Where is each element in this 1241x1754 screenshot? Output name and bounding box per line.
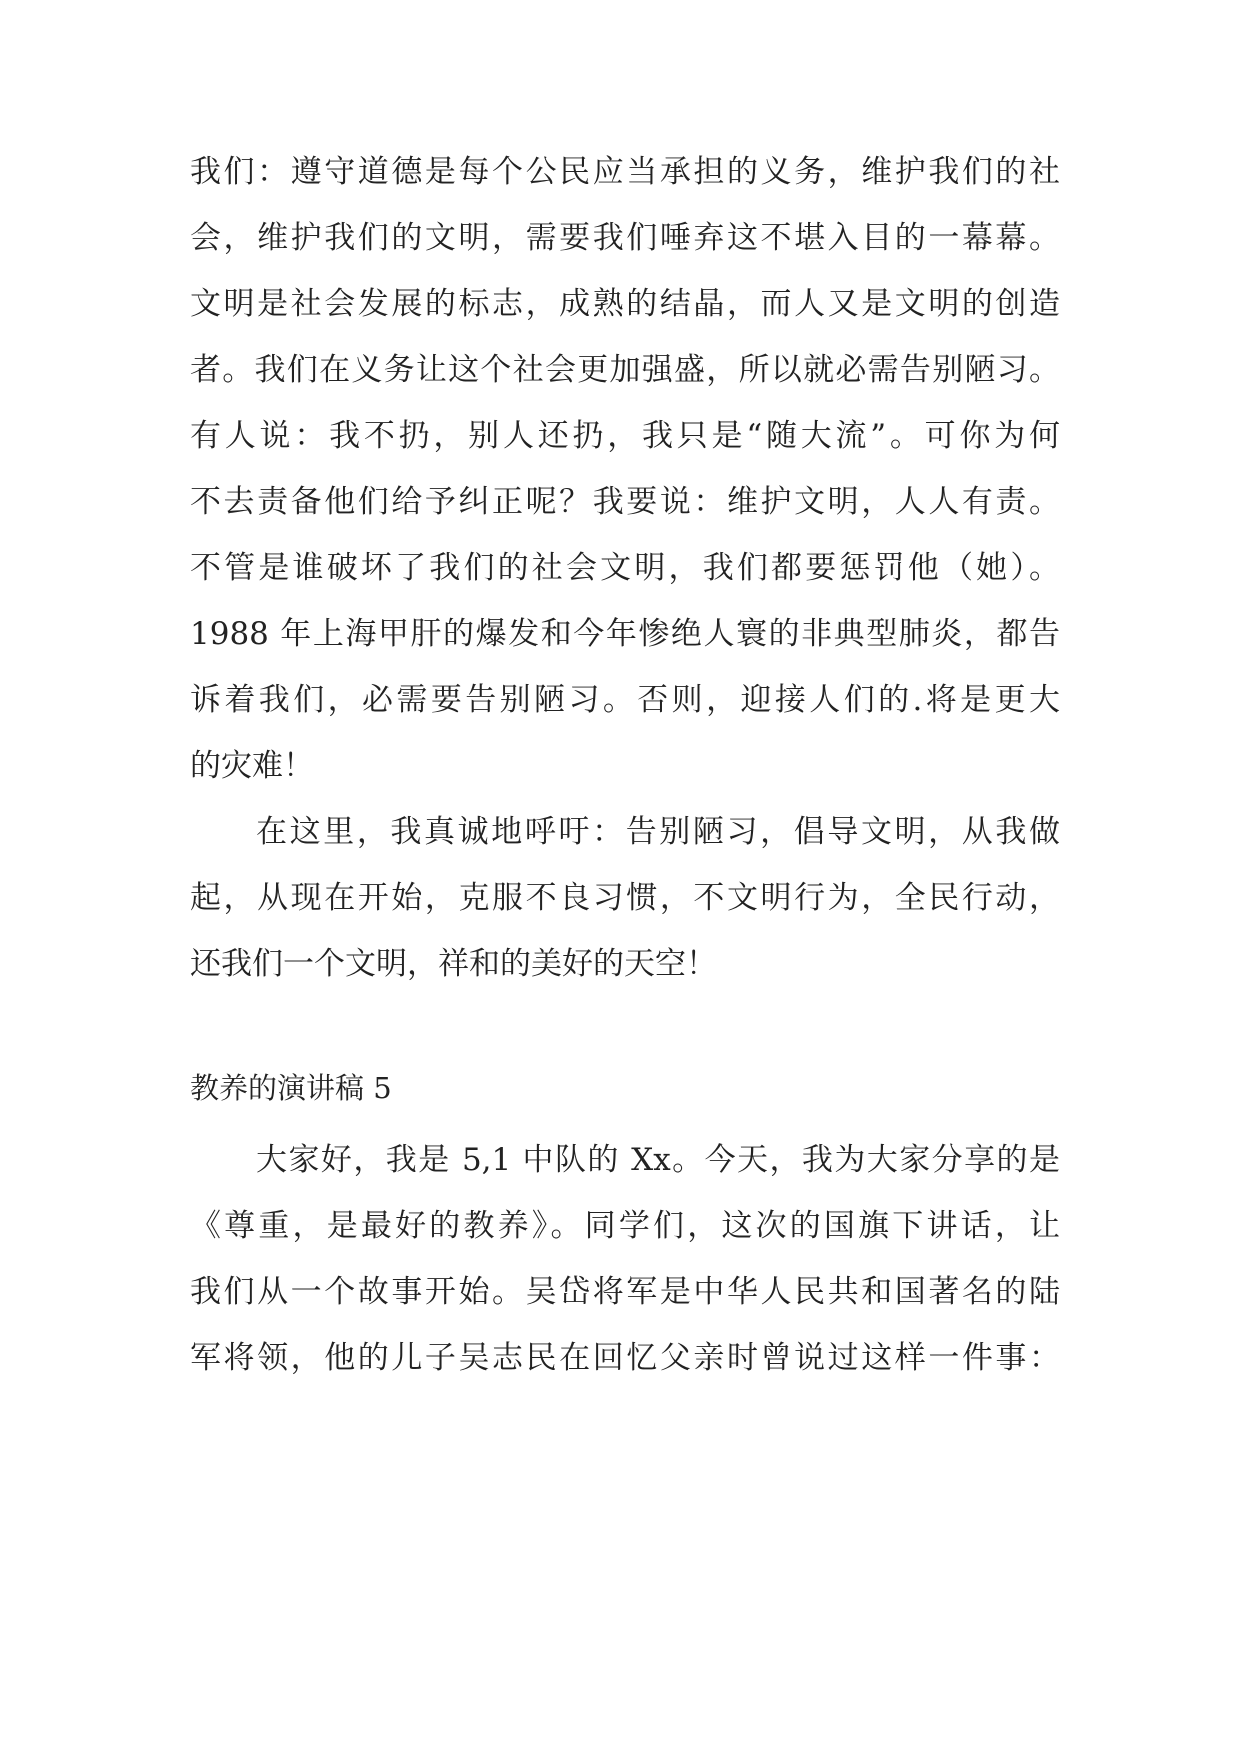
paragraph-1-line-10: 的灾难！ (190, 748, 314, 784)
paragraph-3-line-1: 大家好，我是 5,1 中队的 Xx。今天，我为大家分享的是 (256, 1142, 1060, 1178)
paragraph-1-line-5: 有人说：我不扔，别人还扔，我只是“随大流”。可你为何 (190, 418, 1060, 454)
paragraph-3-line-3: 我们从一个故事开始。吴岱将军是中华人民共和国著名的陆 (190, 1274, 1060, 1310)
paragraph-1-line-1: 我们：遵守道德是每个公民应当承担的义务，维护我们的社 (190, 154, 1060, 190)
paragraph-3-line-2: 《尊重，是最好的教养》。同学们，这次的国旗下讲话，让 (190, 1208, 1060, 1244)
section-heading: 教养的演讲稿 5 (190, 1071, 392, 1105)
paragraph-2-line-3: 还我们一个文明，祥和的美好的天空！ (190, 946, 717, 982)
paragraph-1-line-4: 者。我们在义务让这个社会更加强盛，所以就必需告别陋习。 (190, 352, 1060, 388)
paragraph-3-line-4: 军将领，他的儿子吴志民在回忆父亲时曾说过这样一件事： (190, 1340, 1060, 1376)
paragraph-2-line-2: 起，从现在开始，克服不良习惯，不文明行为，全民行动， (190, 880, 1060, 916)
paragraph-2-line-1: 在这里，我真诚地呼吁：告别陋习，倡导文明，从我做 (256, 814, 1060, 850)
paragraph-1-line-8: 1988 年上海甲肝的爆发和今年惨绝人寰的非典型肺炎，都告 (190, 616, 1060, 652)
paragraph-1-line-9: 诉着我们，必需要告别陋习。否则，迎接人们的.将是更大 (190, 682, 1060, 718)
paragraph-1-line-2: 会，维护我们的文明，需要我们唾弃这不堪入目的一幕幕。 (190, 220, 1060, 256)
paragraph-1-line-6: 不去责备他们给予纠正呢？我要说：维护文明，人人有责。 (190, 484, 1060, 520)
paragraph-1-line-3: 文明是社会发展的标志，成熟的结晶，而人又是文明的创造 (190, 286, 1060, 322)
paragraph-1-line-7: 不管是谁破坏了我们的社会文明，我们都要惩罚他（她）。 (190, 550, 1060, 586)
